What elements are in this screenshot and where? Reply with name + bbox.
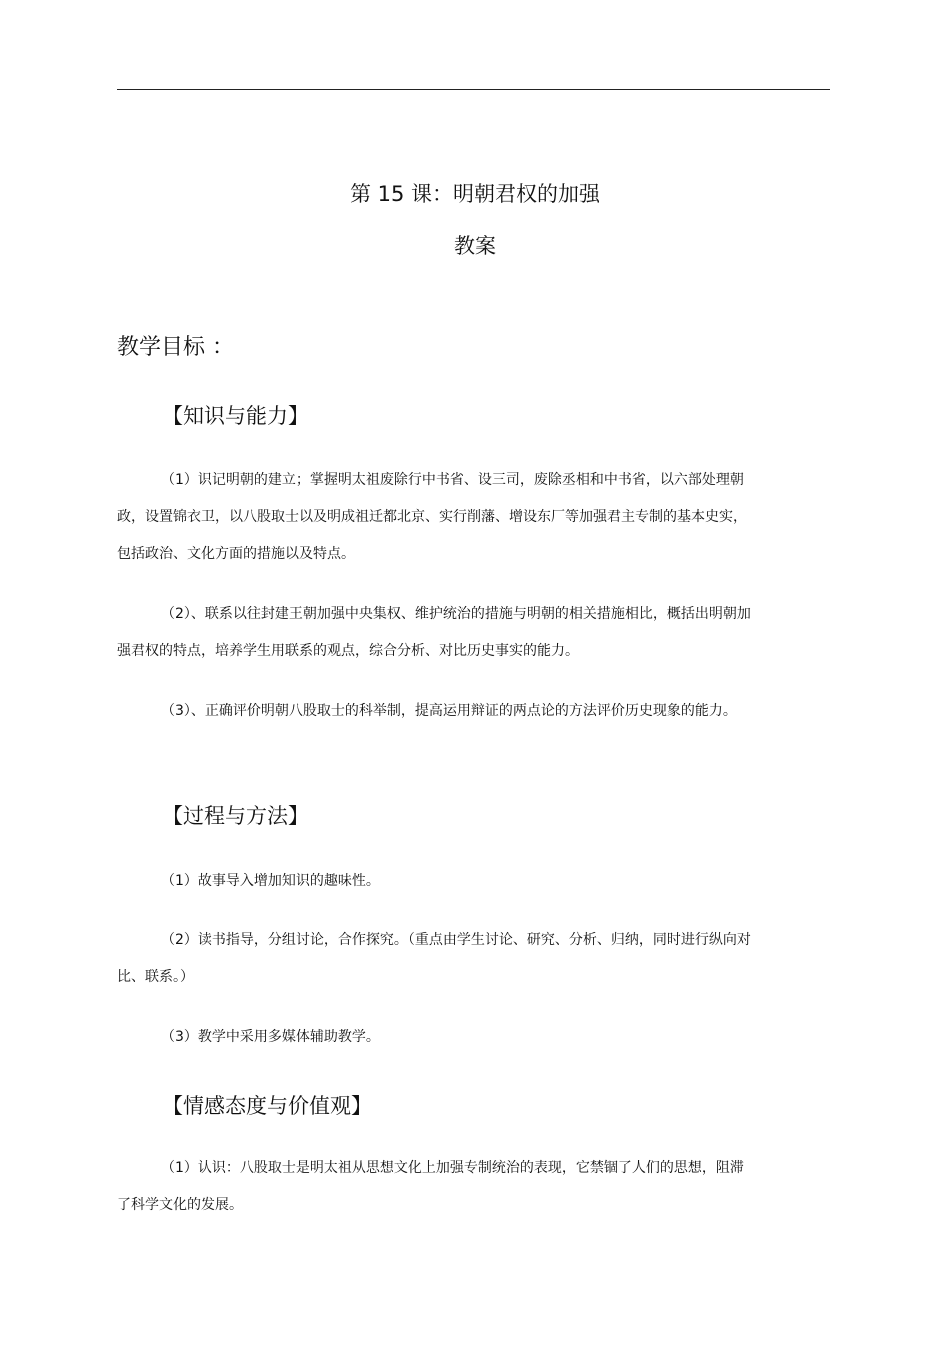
process-item-1: （1）故事导入增加知识的趣味性。: [161, 873, 380, 889]
process-item-2: （2）读书指导，分组讨论，合作探究。（重点由学生讨论、研究、分析、归纳，同时进行纵向对比、联系。）: [117, 932, 751, 985]
knowledge-item-3: （3）、正确评价明朝八股取士的科举制，提高运用辩证的两点论的方法评价历史现象的能力。: [161, 703, 737, 719]
knowledge-item-1: （1）识记明朝的建立；掌握明太祖废除行中书省、设三司，废除丞相和中书省，以六部处理朝政，设置锦衣卫，以八股取士以及明成祖迁都北京、实行削藩、增设东厂等加强君主专制的基本史实，包括政治、文化方面的措施以及特点。: [117, 472, 747, 562]
lesson-title: 第 15 课：明朝君权的加强: [349, 182, 601, 206]
header-rule: [117, 89, 830, 90]
knowledge-item-2: （2）、联系以往封建王朝加强中央集权、维护统治的措施与明朝的相关措施相比，概括出明朝加强君权的特点，培养学生用联系的观点，综合分析、对比历史事实的能力。: [117, 606, 751, 659]
emotion-item-1: （1）认识：八股取士是明太祖从思想文化上加强专制统治的表现，它禁锢了人们的思想，阻滞了科学文化的发展。: [117, 1160, 744, 1213]
emotion-heading: 【情感态度与价值观】: [162, 1094, 372, 1118]
lesson-subtitle: 教案: [454, 234, 496, 258]
knowledge-heading: 【知识与能力】: [162, 404, 309, 428]
teaching-goals-heading: 教学目标 ：: [117, 335, 234, 360]
process-item-3: （3）教学中采用多媒体辅助教学。: [161, 1029, 380, 1045]
process-heading: 【过程与方法】: [162, 804, 309, 828]
